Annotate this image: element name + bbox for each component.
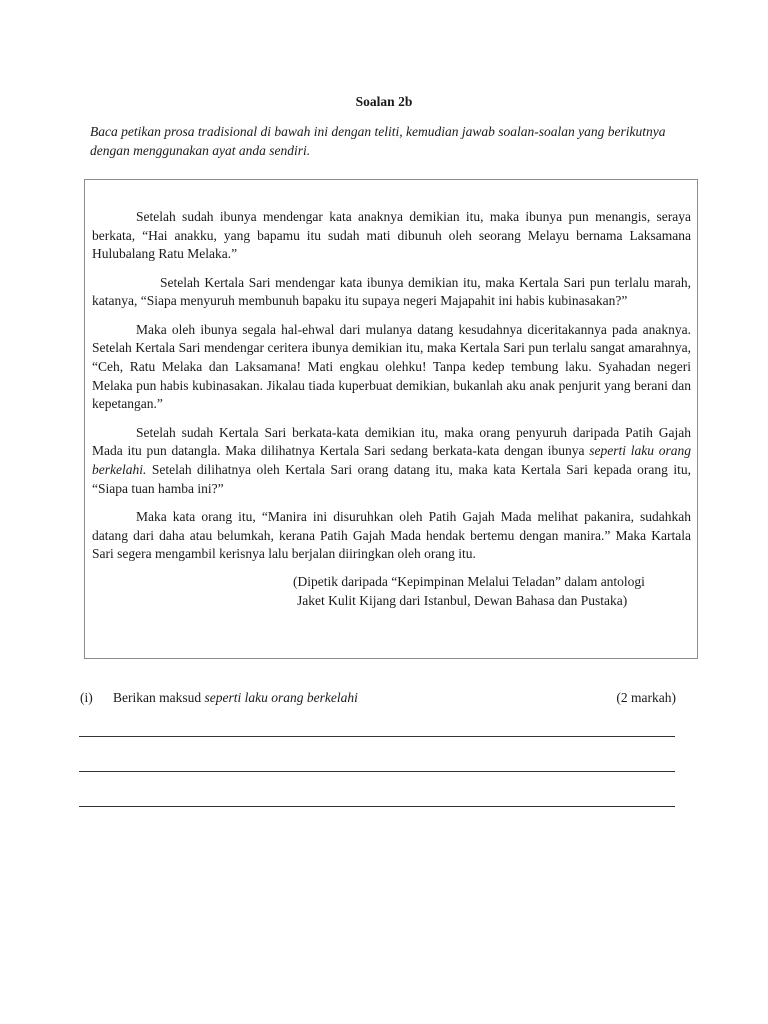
source-line-2: Jaket Kulit Kijang dari Istanbul, Dewan Bahasa dan Pustaka) xyxy=(297,592,628,608)
question-prefix: Berikan maksud xyxy=(113,690,205,705)
passage-paragraph-1: Setelah sudah ibunya mendengar kata anaknya demikian itu, maka ibunya pun menangis, seraya berkata, “Hai anakku, yang bapamu itu sudah mati dibunuh oleh seorang Melayu bernama Laksamana Hulubalang Ratu Melaka.” xyxy=(92,209,691,262)
answer-line[interactable] xyxy=(79,771,675,772)
answer-line[interactable] xyxy=(79,736,675,737)
passage-paragraph-2: Setelah Kertala Sari mendengar kata ibunya demikian itu, maka Kertala Sari pun terlalu marah, katanya, “Siapa menyuruh membunuh bapaku itu supaya negeri Majapahit ini habis kubinasakan?” xyxy=(92,274,691,309)
passage-box xyxy=(84,179,698,659)
question-text xyxy=(113,690,358,706)
passage-source xyxy=(92,573,691,610)
passage-paragraph-5: Maka kata orang itu, “Manira ini disuruhkan oleh Patih Gajah Mada melihat pakanira, sudahkah datang dari daha atau belumkah, kerana Patih Gajah Mada hendak bertemu dengan manira.” Maka Kartala Sari segera mengambil kerisnya lalu berjalan diiringkan oleh orang itu. xyxy=(92,508,691,562)
question-number: (i) xyxy=(80,690,93,705)
question-emphasis: seperti laku orang berkelahi xyxy=(204,690,358,705)
instructions-text: Baca petikan prosa tradisional di bawah ini dengan teliti, kemudian jawab soalan-soalan yang berikutnya dengan menggunakan ayat anda sendiri. xyxy=(90,124,666,158)
passage-paragraph-4 xyxy=(92,424,691,499)
question-title: Soalan 2b xyxy=(355,94,413,109)
paragraph-4-text-before: Setelah sudah Kertala Sari berkata-kata demikian itu, maka orang penyuruh daripada Patih Gajah Mada itu pun datangla. Maka dilihatnya Kertala Sari sedang berkata-kata dengan ibunya xyxy=(92,424,691,459)
question-marks: (2 markah) xyxy=(616,690,676,705)
paragraph-4-text-after: Setelah dilihatnya oleh Kertala Sari orang datang itu, maka kata Kertala Sari kepada orang itu, “Siapa tuan hamba ini?” xyxy=(92,461,691,496)
answer-line[interactable] xyxy=(79,806,675,807)
source-line-1: (Dipetik daripada “Kepimpinan Melalui Teladan” dalam antologi xyxy=(293,574,645,590)
question-i xyxy=(80,690,678,710)
paragraph-4-emphasis: seperti laku orang berkelahi. xyxy=(92,443,691,477)
passage-paragraph-3: Maka oleh ibunya segala hal-ehwal dari mulanya datang kesudahnya diceritakannya pada anaknya. Setelah Kertala Sari mendengar ceritera ibunya demikian itu, maka Kertala Sari pun terlalu sangat amarahnya, “Ceh, Ratu Melaka dan Laksamana! Mati engkau olehku! Tanpa kedep tembung laku. Syahadan negeri Melaka pun habis kubinasakan. Jikalau tiada kuperbuat demikian, bukanlah aku anak penjurit yang berani dan kepetangan.” xyxy=(92,321,691,412)
